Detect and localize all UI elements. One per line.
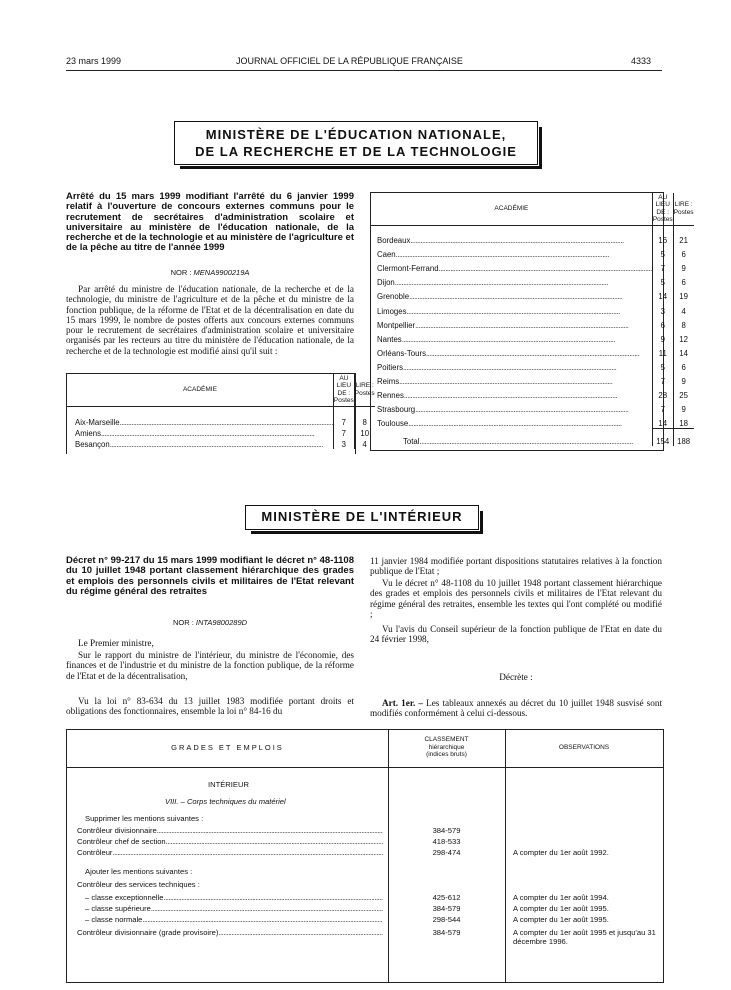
decret-nor-label: NOR : [172, 618, 194, 627]
table-small-col-academie: ACADÉMIE [182, 386, 217, 393]
table-small-col-lire: LIRE : Postes [354, 374, 374, 406]
academie-name: Strasbourg ..... [371, 400, 652, 414]
table-row [371, 245, 694, 259]
academie-old: 5 [652, 245, 673, 259]
table-row [371, 287, 694, 301]
academie-old: 5 [652, 273, 673, 287]
academie-new: 4 [354, 438, 374, 449]
academie-old: 7 [652, 259, 673, 273]
table-row [371, 372, 694, 386]
academie-old: 7 [333, 427, 354, 438]
grade-index: 384-579 [432, 928, 461, 937]
grades-table [66, 729, 664, 983]
academie-old: 28 [652, 386, 673, 400]
academie-new: 21 [673, 231, 693, 245]
table-row [371, 330, 694, 344]
academie-new: 8 [673, 316, 693, 330]
table-row [371, 386, 694, 400]
total-old: 154 [652, 428, 673, 446]
ministry-education-line1: MINISTÈRE DE L'ÉDUCATION NATIONALE, [205, 127, 507, 142]
academie-name: Amiens ..... [67, 427, 333, 438]
decret-r2: Vu le décret n° 48-1108 du 10 juillet 1948 portant classement hiérarchique des grades et emplois des personnels civils et militaires de l'Etat relevant du régime général des retraites, ensemble les textes qui l'ont complété ou modifié ; [370, 578, 662, 619]
table-right [370, 192, 694, 451]
grade-index: 425-612 [432, 893, 461, 902]
academie-new: 6 [673, 358, 693, 372]
table-row [67, 438, 375, 449]
academie-name: Toulouse ..... [371, 414, 652, 428]
academie-old: 6 [652, 316, 673, 330]
academie-name: Rennes ..... [371, 386, 652, 400]
academie-name: Poitiers ..... [371, 358, 652, 372]
ajouter-heading: Ajouter les mentions suivantes : [85, 867, 193, 876]
academie-old: 5 [652, 358, 673, 372]
table-small [66, 373, 375, 454]
academie-old: 3 [333, 438, 354, 449]
decret-p1: Le Premier ministre, [78, 638, 154, 648]
grade-index: 384-579 [432, 904, 461, 913]
academie-name: Caen ..... [371, 245, 652, 259]
academie-name: Aix-Marseille ..... [67, 416, 333, 427]
grade-observation: A compter du 1er août 1995. [513, 904, 609, 913]
grade-label: Contrôleur ..... [77, 848, 383, 857]
subsection-title: VIII. – Corps techniques du matériel [165, 797, 286, 806]
decret-p2: Sur le rapport du ministre de l'intérieur, du ministre de l'économie, des finances et de l'industrie et du ministre de la fonction publique, de la réforme de l'Etat et de la décentralisation, [66, 650, 354, 681]
header-divider [67, 767, 663, 768]
table-row [67, 416, 375, 427]
decret-nor [66, 618, 354, 627]
grade-label: Contrôleur chef de section ..... [77, 837, 383, 846]
table-row [371, 301, 694, 315]
academie-new: 9 [673, 372, 693, 386]
arrete-nor [66, 268, 354, 277]
academie-name: Nantes ..... [371, 330, 652, 344]
grade-label: Contrôleur divisionnaire ..... [77, 826, 383, 835]
grade-observation: A compter du 1er août 1995. [513, 915, 609, 924]
col-classement: CLASSEMENT hiérarchique (indices bruts) [424, 736, 469, 758]
academie-new: 10 [354, 427, 374, 438]
grade-observation: A compter du 1er août 1992. [513, 848, 609, 857]
page-number: 4333 [631, 56, 652, 66]
grade-index: 298-474 [432, 848, 461, 857]
academie-new: 6 [673, 245, 693, 259]
academie-name: Limoges ..... [371, 301, 652, 315]
academie-new: 19 [673, 287, 693, 301]
academie-new: 25 [673, 386, 693, 400]
table-row [371, 358, 694, 372]
ministry-interieur-box [245, 505, 479, 530]
table-row [371, 231, 694, 245]
grade-label: – classe normale ..... [85, 915, 383, 924]
academie-new: 9 [673, 259, 693, 273]
table-row [371, 316, 694, 330]
ministry-education-line2: DE LA RECHERCHE ET DE LA TECHNOLOGIE [195, 144, 517, 159]
grade-observation: A compter du 1er août 1994. [513, 893, 609, 902]
journal-title: JOURNAL OFFICIEL DE LA RÉPUBLIQUE FRANÇAISE [236, 56, 463, 66]
ministry-interieur-line1: MINISTÈRE DE L'INTÉRIEUR [261, 509, 463, 524]
academie-name: Besançon ..... [67, 438, 333, 449]
decret-nor-code: INTA9800289D [195, 618, 248, 627]
ajouter-subheading: Contrôleur des services techniques : [77, 880, 200, 889]
table-row [371, 400, 694, 414]
academie-old: 9 [652, 330, 673, 344]
academie-old: 14 [652, 287, 673, 301]
arrete-title: Arrêté du 15 mars 1999 modifiant l'arrêté du 6 janvier 1999 relatif à l'ouverture de concours externes communs pour le recrutement de secrétaires d'administration scolaire et universitaire au ministère de l'éducation nationale, de la recherche et de la technologie et au ministère de l'agriculture et de la pêche au titre de l'année 1999 [66, 191, 354, 254]
grade-label: Contrôleur divisionnaire (grade provisoire) ..... [77, 928, 383, 937]
academie-old: 7 [652, 372, 673, 386]
academie-name: Reims ..... [371, 372, 652, 386]
decret-article-1 [370, 698, 662, 719]
table-row [67, 427, 375, 438]
total-new: 188 [673, 428, 693, 446]
academie-new: 14 [673, 344, 693, 358]
table-right-col-au-lieu: AU LIEU DE : Postes [652, 193, 673, 224]
academie-old: 7 [333, 416, 354, 427]
table-right-col-academie: ACADÉMIE [494, 205, 529, 212]
grade-index: 384-579 [432, 826, 461, 835]
academie-name: Bordeaux ..... [371, 231, 652, 245]
academie-name: Orléans-Tours ..... [371, 344, 652, 358]
decret-decrete: Décrète : [499, 672, 533, 682]
academie-new: 8 [354, 416, 374, 427]
col-grades-emplois: GRADES ET EMPLOIS [171, 743, 284, 752]
academie-old: 7 [652, 400, 673, 414]
header-rule [66, 70, 662, 71]
table-small-col-au-lieu: AU LIEU DE : Postes [333, 374, 354, 405]
total-label: Total ..... [371, 428, 652, 446]
table-row [371, 259, 694, 273]
arrete-nor-label: NOR : [170, 268, 192, 277]
grade-index: 298-544 [432, 915, 461, 924]
table-row [371, 414, 694, 428]
header-date: 23 mars 1999 [66, 56, 122, 66]
academie-new: 12 [673, 330, 693, 344]
arrete-body: Par arrêté du ministre de l'éducation nationale, de la recherche et de la technologie, du ministre de l'agriculture et de la pêche et du ministre de la fonction publique, de la réforme de l'Etat et de la décentralisation en date du 15 mars 1999, le nombre de postes offerts aux concours externes communs pour le recrutement de secrétaires d'administration scolaire et universitaire organisés par les recteurs au titre du ministère de l'éducation nationale, de la recherche et de la technologie est modifié ainsi qu'il suit : [66, 284, 354, 356]
academie-new: 4 [673, 301, 693, 315]
decret-title: Décret n° 99-217 du 15 mars 1999 modifiant le décret n° 48-1108 du 10 juillet 1948 portant classement hiérarchique des grades et emplois des personnels civils et militaires de l'Etat relevant du régime général des retraites [66, 555, 354, 597]
grade-observation: A compter du 1er août 1995 et jusqu'au 31 décembre 1996. [513, 928, 656, 946]
arrete-nor-code: MENA9900219A [193, 268, 250, 277]
grade-label: – classe supérieure ..... [85, 904, 383, 913]
academie-old: 16 [652, 231, 673, 245]
article-text: Les tableaux annexés au décret du 10 juillet 1948 susvisé sont modifiés conformément à celui ci-dessous. [370, 698, 662, 719]
table-right-col-lire: LIRE : Postes [673, 193, 693, 225]
section-interieur: INTÉRIEUR [208, 780, 249, 789]
table-row [371, 344, 694, 358]
grade-index: 418-533 [432, 837, 461, 846]
academie-old: 11 [652, 344, 673, 358]
supprimer-heading: Supprimer les mentions suivantes : [85, 814, 204, 823]
decret-p3: Vu la loi n° 83-634 du 13 juillet 1983 modifiée portant droits et obligations des fonctionnaires, ensemble la loi n° 84-16 du [66, 696, 354, 717]
academie-old: 14 [652, 414, 673, 428]
total-row [371, 428, 694, 446]
academie-name: Grenoble ..... [371, 287, 652, 301]
academie-name: Clermont-Ferrand ..... [371, 259, 652, 273]
decret-r1: 11 janvier 1984 modifiée portant dispositions statutaires relatives à la fonction publique de l'Etat ; [370, 556, 662, 577]
academie-name: Dijon ..... [371, 273, 652, 287]
table-row [371, 273, 694, 287]
col-observations: OBSERVATIONS [558, 744, 610, 751]
academie-new: 6 [673, 273, 693, 287]
grade-label: – classe exceptionnelle ..... [85, 893, 383, 902]
academie-old: 3 [652, 301, 673, 315]
decret-r3: Vu l'avis du Conseil supérieur de la fonction publique de l'Etat en date du 24 février 1998, [370, 624, 662, 645]
ministry-education-box [174, 121, 538, 165]
academie-new: 9 [673, 400, 693, 414]
article-label: Art. 1er. – [382, 698, 424, 708]
academie-name: Montpellier ..... [371, 316, 652, 330]
academie-new: 18 [673, 414, 693, 428]
